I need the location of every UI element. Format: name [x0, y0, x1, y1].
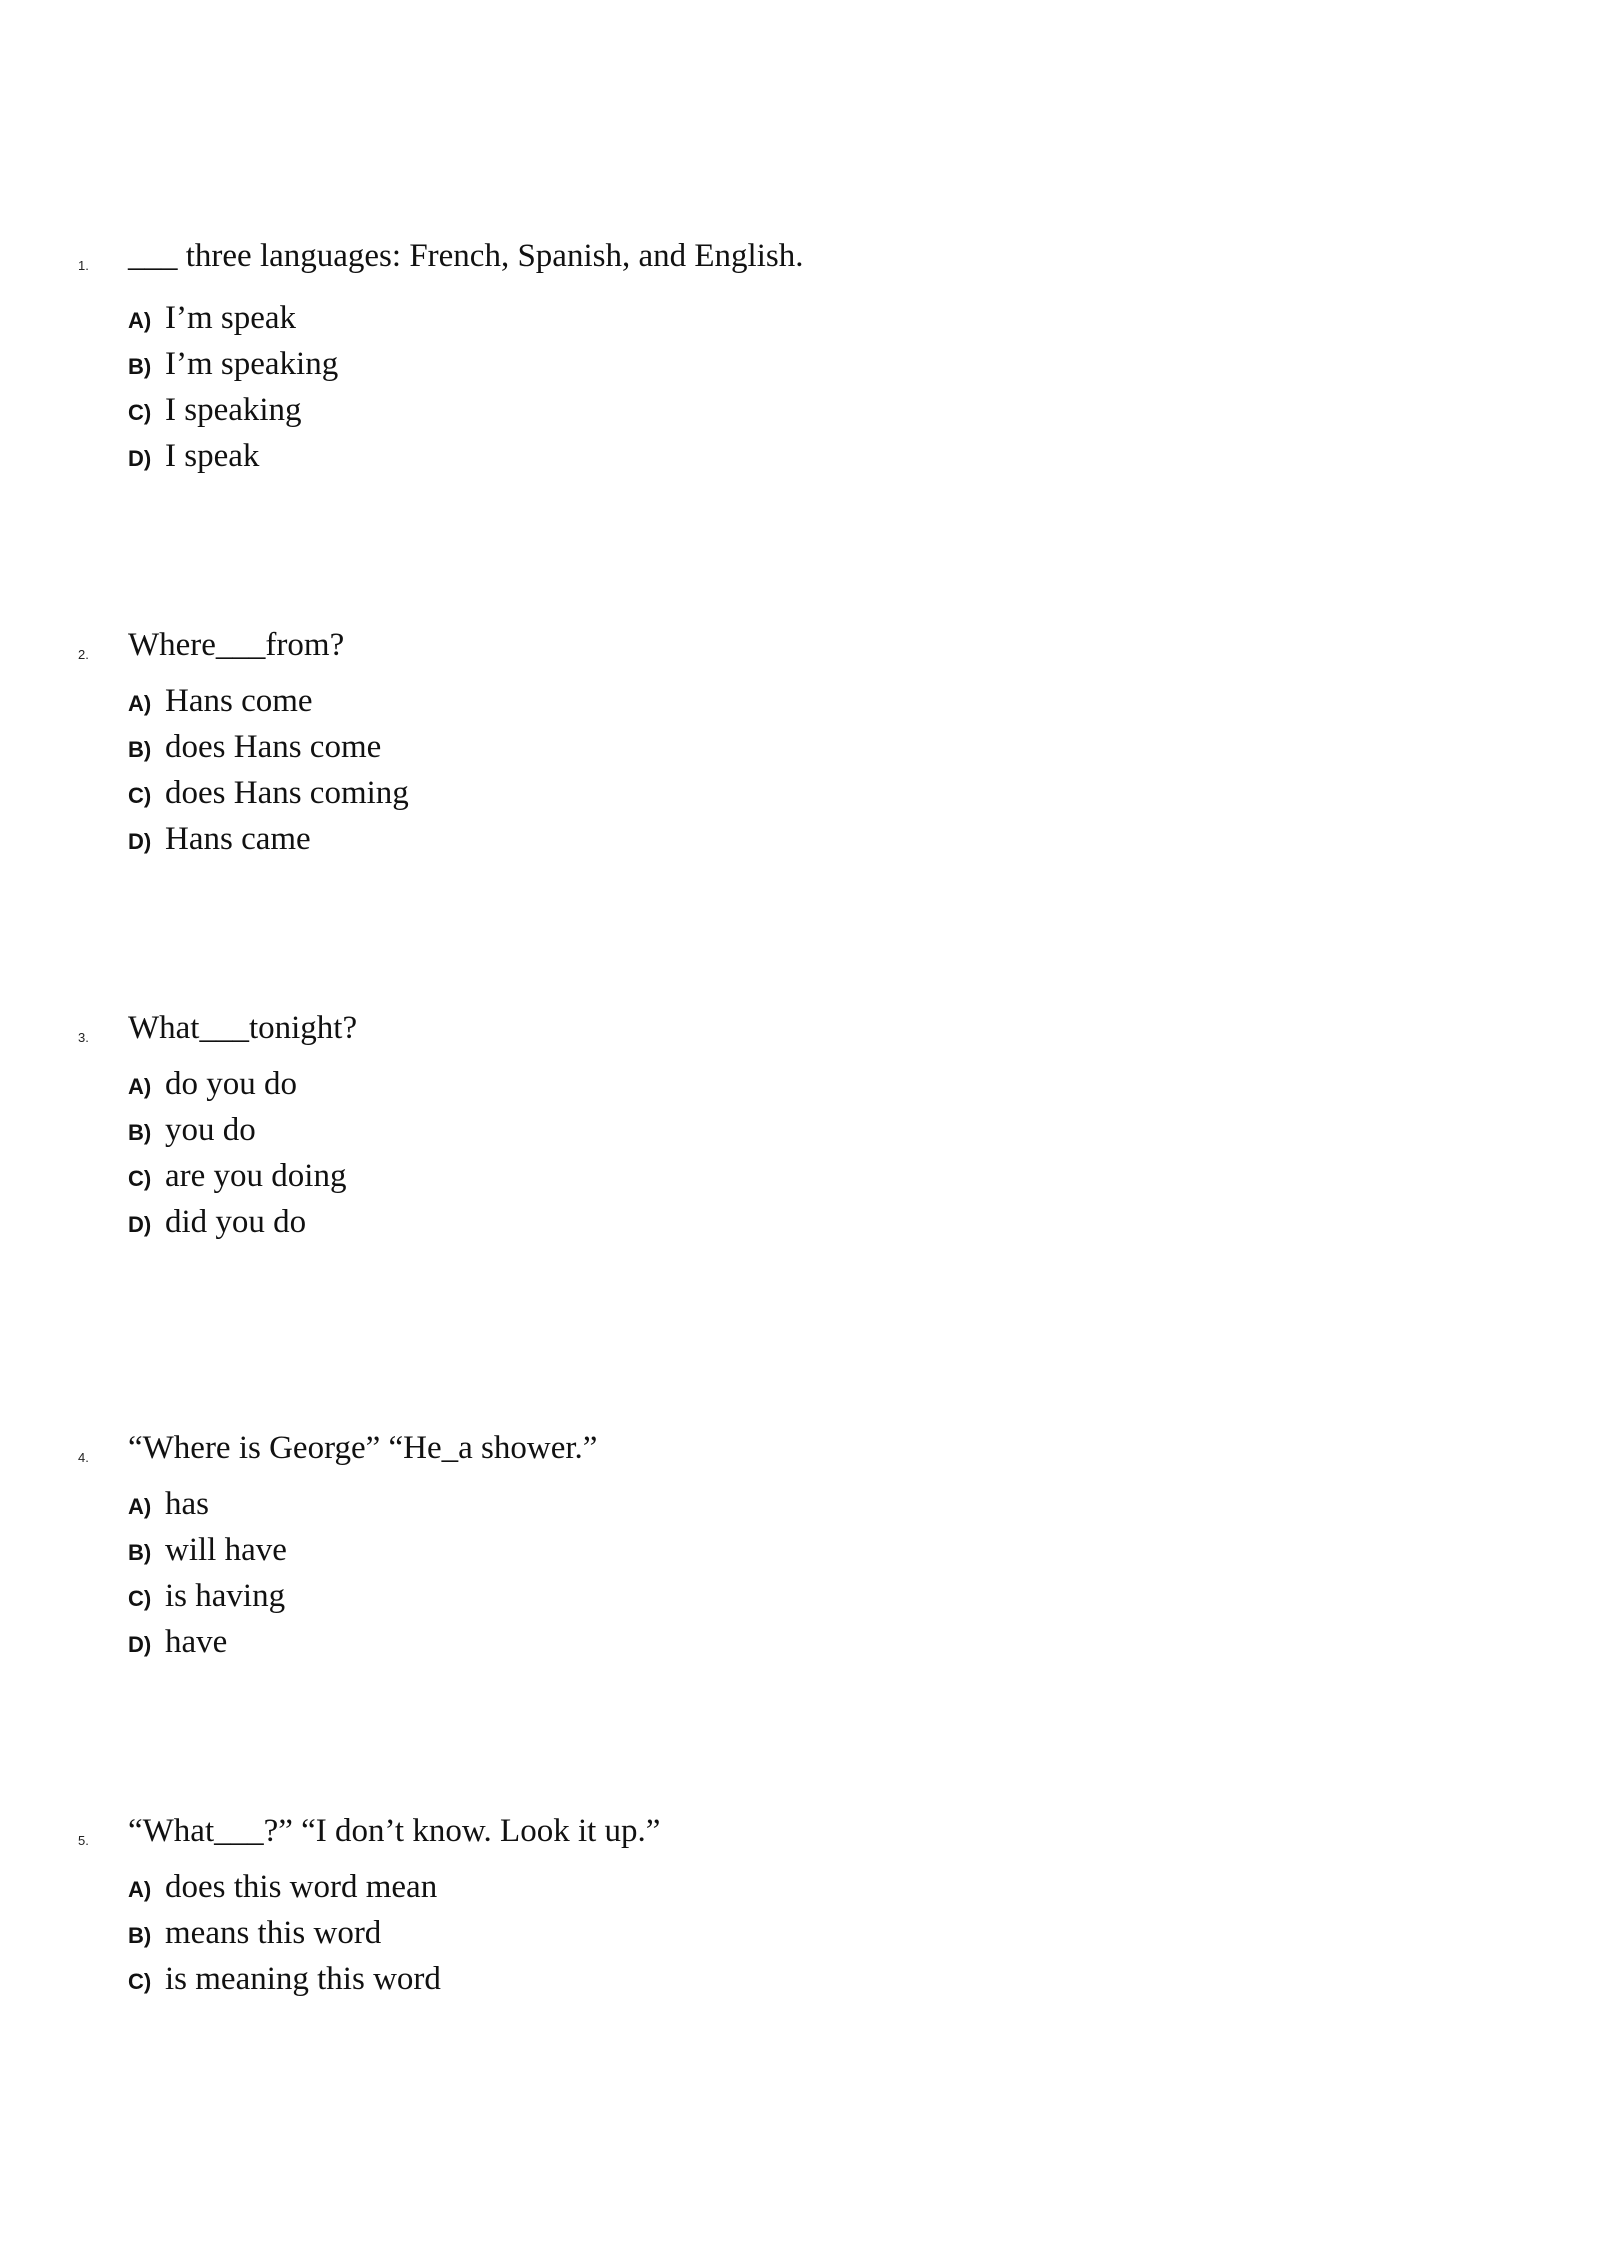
option-letter: C): [128, 1586, 152, 1611]
option-letter: B): [128, 1923, 152, 1948]
question-number: 3.: [78, 1030, 89, 1045]
answer-option-a[interactable]: [128, 300, 338, 346]
answer-option-d[interactable]: [128, 438, 338, 484]
answer-option-a[interactable]: [128, 1066, 346, 1112]
option-letter: D): [128, 829, 152, 854]
answer-option-b[interactable]: [128, 1532, 287, 1578]
option-text: I’m speaking: [165, 346, 339, 382]
option-text: Hans come: [165, 683, 313, 719]
option-text: does Hans come: [165, 729, 382, 765]
option-text: you do: [165, 1112, 256, 1148]
question-number: 1.: [78, 258, 89, 273]
option-text: means this word: [165, 1915, 382, 1951]
answer-option-b[interactable]: [128, 346, 338, 392]
option-letter: C): [128, 1166, 152, 1191]
option-text: has: [165, 1486, 209, 1522]
answer-option-b[interactable]: [128, 1915, 441, 1961]
answer-options: [128, 1486, 287, 1670]
option-letter: A): [128, 1877, 152, 1902]
option-text: are you doing: [165, 1158, 347, 1194]
answer-option-b[interactable]: [128, 729, 409, 775]
option-text: have: [165, 1624, 228, 1660]
option-text: I speaking: [165, 392, 302, 428]
question-number: 2.: [78, 647, 89, 662]
option-letter: D): [128, 1632, 152, 1657]
option-text: do you do: [165, 1066, 297, 1102]
question-stem: ___ three languages: French, Spanish, and English.: [128, 238, 804, 274]
question-number: 5.: [78, 1833, 89, 1848]
option-text: will have: [165, 1532, 287, 1568]
question-stem: “What___?” “I don’t know. Look it up.”: [128, 1813, 661, 1849]
option-letter: C): [128, 783, 152, 808]
question-stem: “Where is George” “He_a shower.”: [128, 1430, 598, 1466]
option-letter: D): [128, 446, 152, 471]
option-letter: B): [128, 737, 152, 762]
answer-options: [128, 300, 338, 484]
option-letter: A): [128, 1494, 152, 1519]
answer-option-a[interactable]: [128, 683, 409, 729]
option-text: does Hans coming: [165, 775, 409, 811]
option-letter: A): [128, 1074, 152, 1099]
option-letter: C): [128, 400, 152, 425]
question-number: 4.: [78, 1450, 89, 1465]
option-letter: A): [128, 308, 152, 333]
answer-options: [128, 1869, 441, 2007]
option-text: Hans came: [165, 821, 311, 857]
option-text: is having: [165, 1578, 286, 1614]
answer-option-c[interactable]: [128, 1578, 287, 1624]
option-letter: B): [128, 1540, 152, 1565]
question-stem: Where___from?: [128, 627, 345, 663]
answer-option-d[interactable]: [128, 1624, 287, 1670]
option-letter: A): [128, 691, 152, 716]
answer-option-c[interactable]: [128, 775, 409, 821]
answer-option-a[interactable]: [128, 1869, 441, 1915]
option-text: does this word mean: [165, 1869, 438, 1905]
option-letter: B): [128, 354, 152, 379]
option-text: is meaning this word: [165, 1961, 441, 1997]
option-text: did you do: [165, 1204, 307, 1240]
option-letter: B): [128, 1120, 152, 1145]
option-letter: C): [128, 1969, 152, 1994]
option-text: I’m speak: [165, 300, 297, 336]
answer-option-c[interactable]: [128, 1158, 346, 1204]
answer-option-c[interactable]: [128, 392, 338, 438]
answer-option-d[interactable]: [128, 1204, 346, 1250]
answer-option-d[interactable]: [128, 821, 409, 867]
answer-options: [128, 683, 409, 867]
answer-options: [128, 1066, 346, 1250]
option-letter: D): [128, 1212, 152, 1237]
answer-option-b[interactable]: [128, 1112, 346, 1158]
answer-option-c[interactable]: [128, 1961, 441, 2007]
answer-option-a[interactable]: [128, 1486, 287, 1532]
option-text: I speak: [165, 438, 260, 474]
question-stem: What___tonight?: [128, 1010, 358, 1046]
